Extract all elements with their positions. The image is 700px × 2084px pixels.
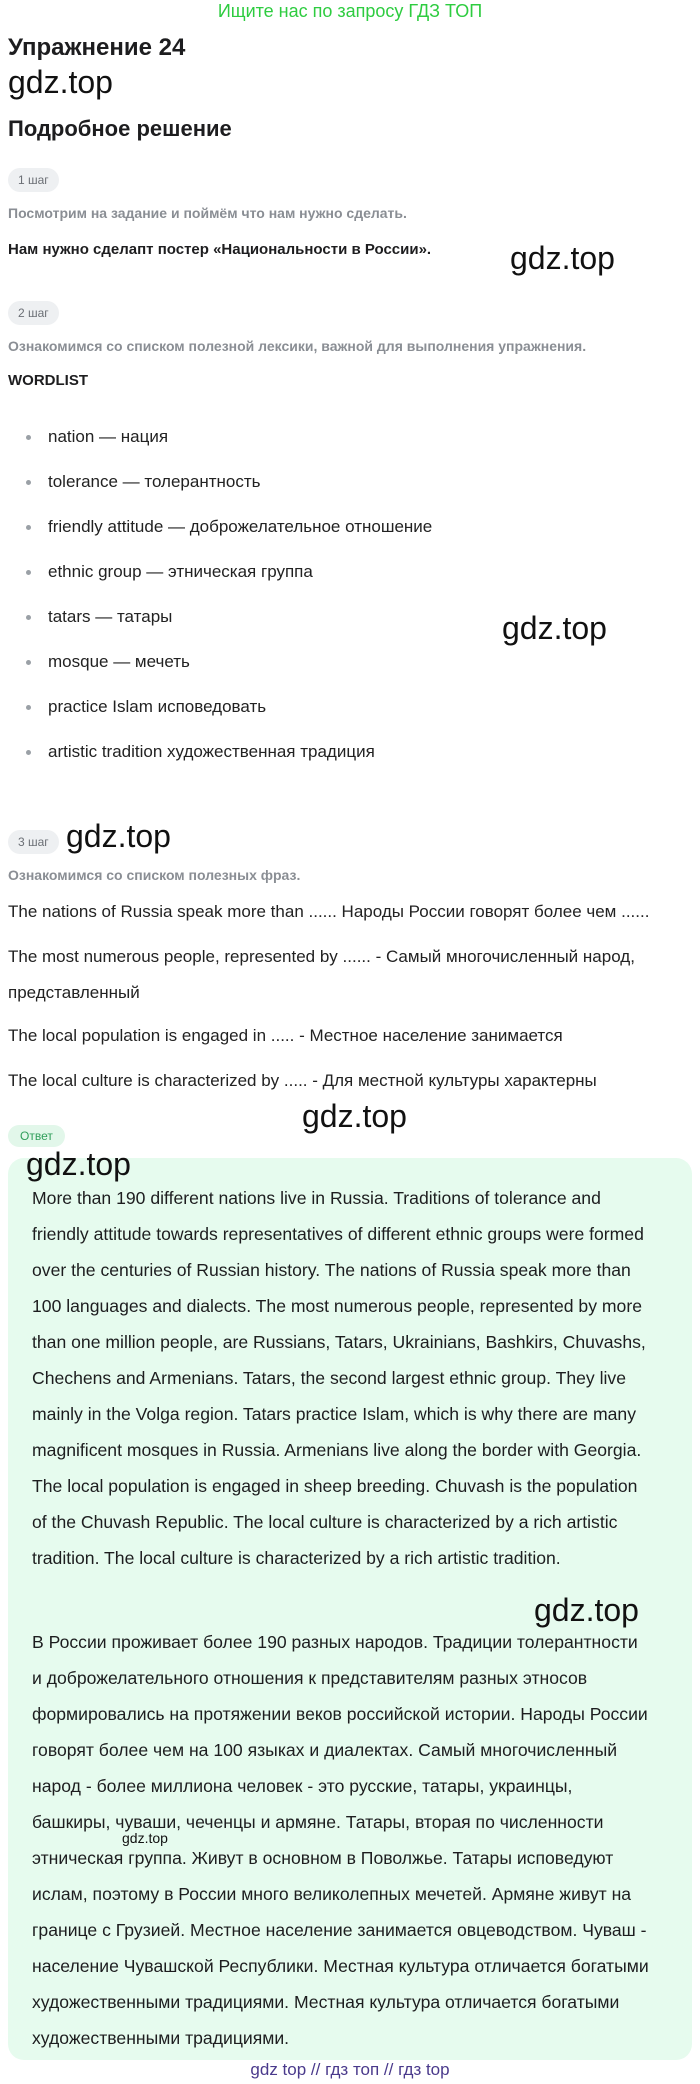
- watermark: gdz.top: [26, 1146, 131, 1182]
- watermark: gdz.top: [302, 1098, 407, 1134]
- wordlist-heading: WORDLIST: [8, 372, 88, 389]
- step-1-task: Нам нужно сделапт постер «Национальности в России».: [8, 241, 432, 258]
- watermark: gdz.top: [502, 610, 607, 646]
- step-2-badge: 2 шаг: [8, 301, 59, 325]
- phrase-line: The local culture is characterized by ..... - Для местной культуры характерны: [8, 1071, 597, 1090]
- list-item: artistic tradition художественная традиция: [26, 729, 666, 774]
- phrase-line: The local population is engaged in ..... - Местное население занимается: [8, 1026, 563, 1045]
- watermark: gdz.top: [66, 818, 171, 854]
- exercise-title: Упражнение 24: [8, 34, 186, 61]
- list-item: ethnic group — этническая группа: [26, 549, 666, 594]
- phrase-line: The most numerous people, represented by ...... - Самый многочисленный народ, представленный: [8, 947, 635, 1002]
- step-2-caption: Ознакомимся со списком полезной лексики, важной для выполнения упражнения.: [8, 338, 587, 354]
- list-item: nation — нация: [26, 414, 666, 459]
- answer-russian: В России проживает более 190 разных народов. Традиции толерантности и доброжелательного отношения к представителям разных этносов формировались на протяжении веков российской истории. Народы России говорят более чем на 100 языках и диалектах. Самый многочисленный народ - более миллиона человек - это русские, татары, украинцы, башкиры, чуваши, чеченцы и армяне. Татары, вторая по численности этническая группа. Живут в основном в Поволжье. Татары исповедуют ислам, поэтому в России много великолепных мечетей. Армяне живут на границе с Грузией. Местное население занимается овцеводством. Чуваш - население Чувашской Республики. Местная культура отличается богатыми художественными традициями. Местная культура отличается богатыми художественными традициями.: [32, 1632, 649, 2048]
- list-item: practice Islam исповедовать: [26, 684, 666, 729]
- watermark: gdz.top: [122, 1830, 168, 1846]
- step-3-badge: 3 шаг: [8, 830, 59, 854]
- phrase-line: The nations of Russia speak more than ...... Народы России говорят более чем ......: [8, 902, 650, 921]
- answer-english: More than 190 different nations live in Russia. Traditions of tolerance and friendly attitude towards representatives of different ethnic groups were formed over the centuries of Russian history. The nations of Russia speak more than 100 languages and dialects. The most numerous people, represented by more than one million people, are Russians, Tatars, Ukrainians, Bashkirs, Chuvashs, Chechens and Armenians. Tatars, the second largest ethnic group. They live mainly in the Volga region. Tatars practice Islam, which is why there are many magnificent mosques in Russia. Armenians live along the border with Georgia. The local population is engaged in sheep breeding. Chuvash is the population of the Chuvash Republic. The local culture is characterized by a rich artistic tradition. The local culture is characterized by a rich artistic tradition.: [32, 1188, 646, 1568]
- step-1-badge: 1 шаг: [8, 168, 59, 192]
- list-item: tolerance — толерантность: [26, 459, 666, 504]
- footer-links: gdz top // гдз топ // гдз top: [250, 2060, 450, 2079]
- solution-title: Подробное решение: [8, 116, 232, 141]
- watermark: gdz.top: [534, 1592, 639, 1628]
- wordlist: [26, 414, 666, 774]
- list-item: tatars — татары: [26, 594, 666, 639]
- list-item: mosque — мечеть: [26, 639, 666, 684]
- list-item: friendly attitude — доброжелательное отношение: [26, 504, 666, 549]
- answer-badge: Ответ: [8, 1125, 65, 1147]
- search-hint-banner: Ищите нас по запросу ГДЗ ТОП: [217, 1, 483, 21]
- step-3-caption: Ознакомимся со списком полезных фраз.: [8, 867, 301, 883]
- watermark: gdz.top: [8, 64, 113, 100]
- step-1-caption: Посмотрим на задание и поймём что нам нужно сделать.: [8, 205, 407, 221]
- watermark: gdz.top: [510, 240, 615, 276]
